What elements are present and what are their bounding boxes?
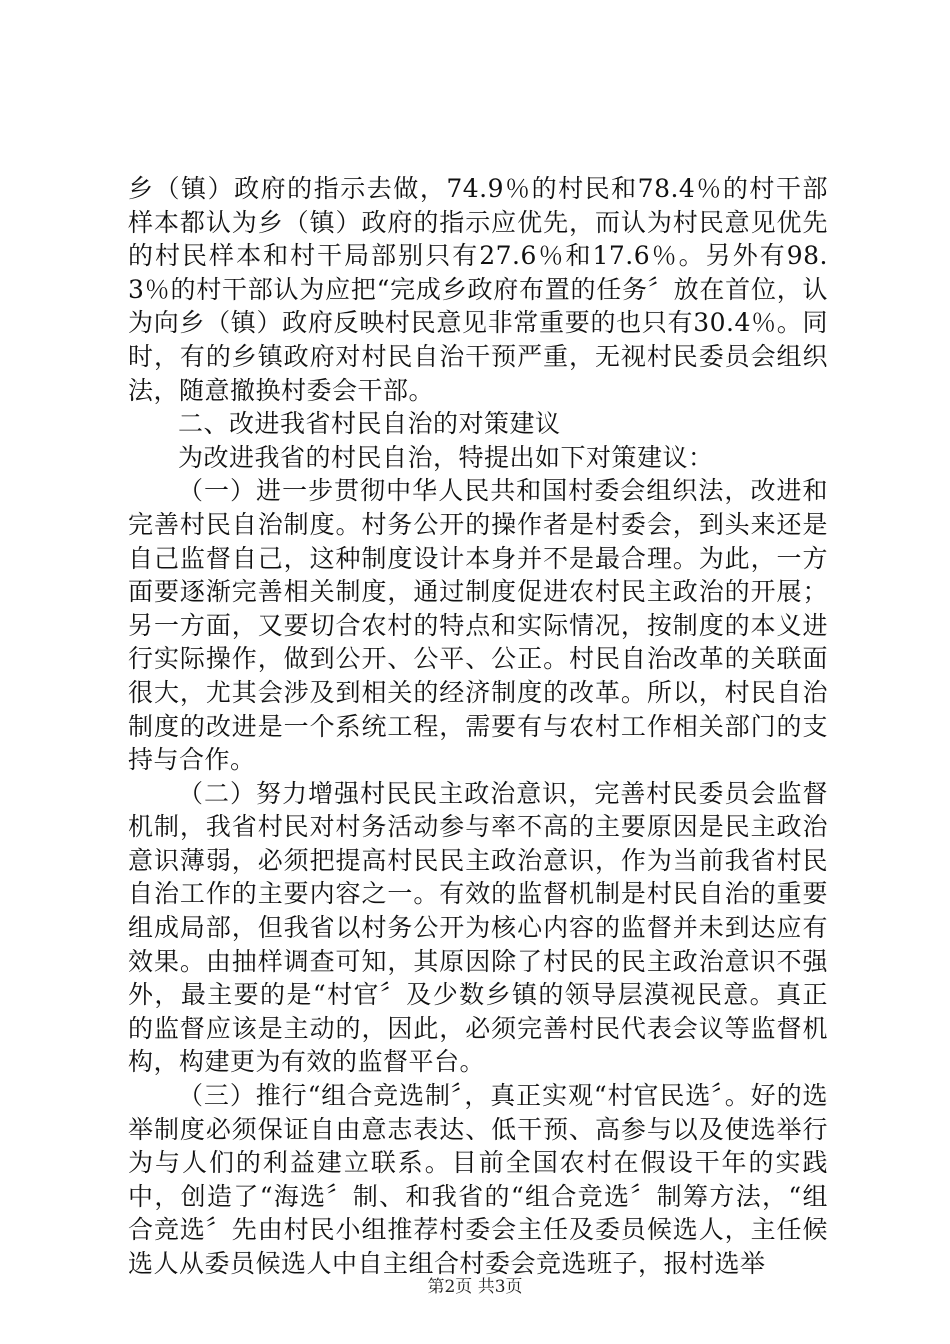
- document-body: [128, 172, 828, 1281]
- paragraph-item-3: （三）推行“组合竞选制〞，真正实观“村官民选〞。好的选举制度必须保证自由意志表达、低干预、高参与以及使选举行为与人们的利益建立联系。目前全国农村在假设干年的实践中，创造了“海选〞制、和我省的“组合竞选〞制筹方法，“组合竞选〞先由村民小组推荐村委会主任及委员候选人，主任候选人从委员候选人中自主组合村委会竞选班子，报村选举: [128, 1081, 828, 1278]
- paragraph-continuation: 乡（镇）政府的指示去做，74.9％的村民和78.4％的村干部样本都认为乡（镇）政府的指示应优先，而认为村民意见优先的村民样本和村干局部别只有27.6％和17.6％。另外有98.3％的村干部认为应把“完成乡政府布置的任务〞放在首位，认为向乡（镇）政府反映村民意见非常重要的也只有30.4％。同时，有的乡镇政府对村民自治干预严重，无视村民委员会组织法，随意撤换村委会干部。: [128, 174, 828, 405]
- paragraph-item-1: （一）进一步贯彻中华人民共和国村委会组织法，改进和完善村民自治制度。村务公开的操作者是村委会，到头来还是自己监督自己，这种制度设计本身并不是最合理。为此，一方面要逐渐完善相关制度，通过制度促进农村民主政治的开展；另一方面，又要切合农村的特点和实际情况，按制度的本义进行实际操作，做到公开、公平、公正。村民自治改革的关联面很大，尤其会涉及到相关的经济制度的改革。所以，村民自治制度的改进是一个系统工程，需要有与农村工作相关部门的支持与合作。: [128, 476, 828, 775]
- paragraph-intro: 为改进我省的村民自治，特提出如下对策建议：: [178, 442, 714, 472]
- page-footer: 第2页 共3页: [427, 1277, 523, 1297]
- section-heading: 二、改进我省村民自治的对策建议: [178, 409, 561, 439]
- paragraph-item-2: （二）努力增强村民民主政治意识，完善村民委员会监督机制，我省村民对村务活动参与率不高的主要原因是民主政治意识薄弱，必须把提高村民民主政治意识，作为当前我省村民自治工作的主要内容之一。有效的监督机制是村民自治的重要组成局部，但我省以村务公开为核心内容的监督并未到达应有效果。由抽样调查可知，其原因除了村民的民主政治意识不强外，最主要的是“村官〞及少数乡镇的领导层漠视民意。真正的监督应该是主动的，因此，必须完善村民代表会议等监督机构，构建更为有效的监督平台。: [128, 778, 828, 1077]
